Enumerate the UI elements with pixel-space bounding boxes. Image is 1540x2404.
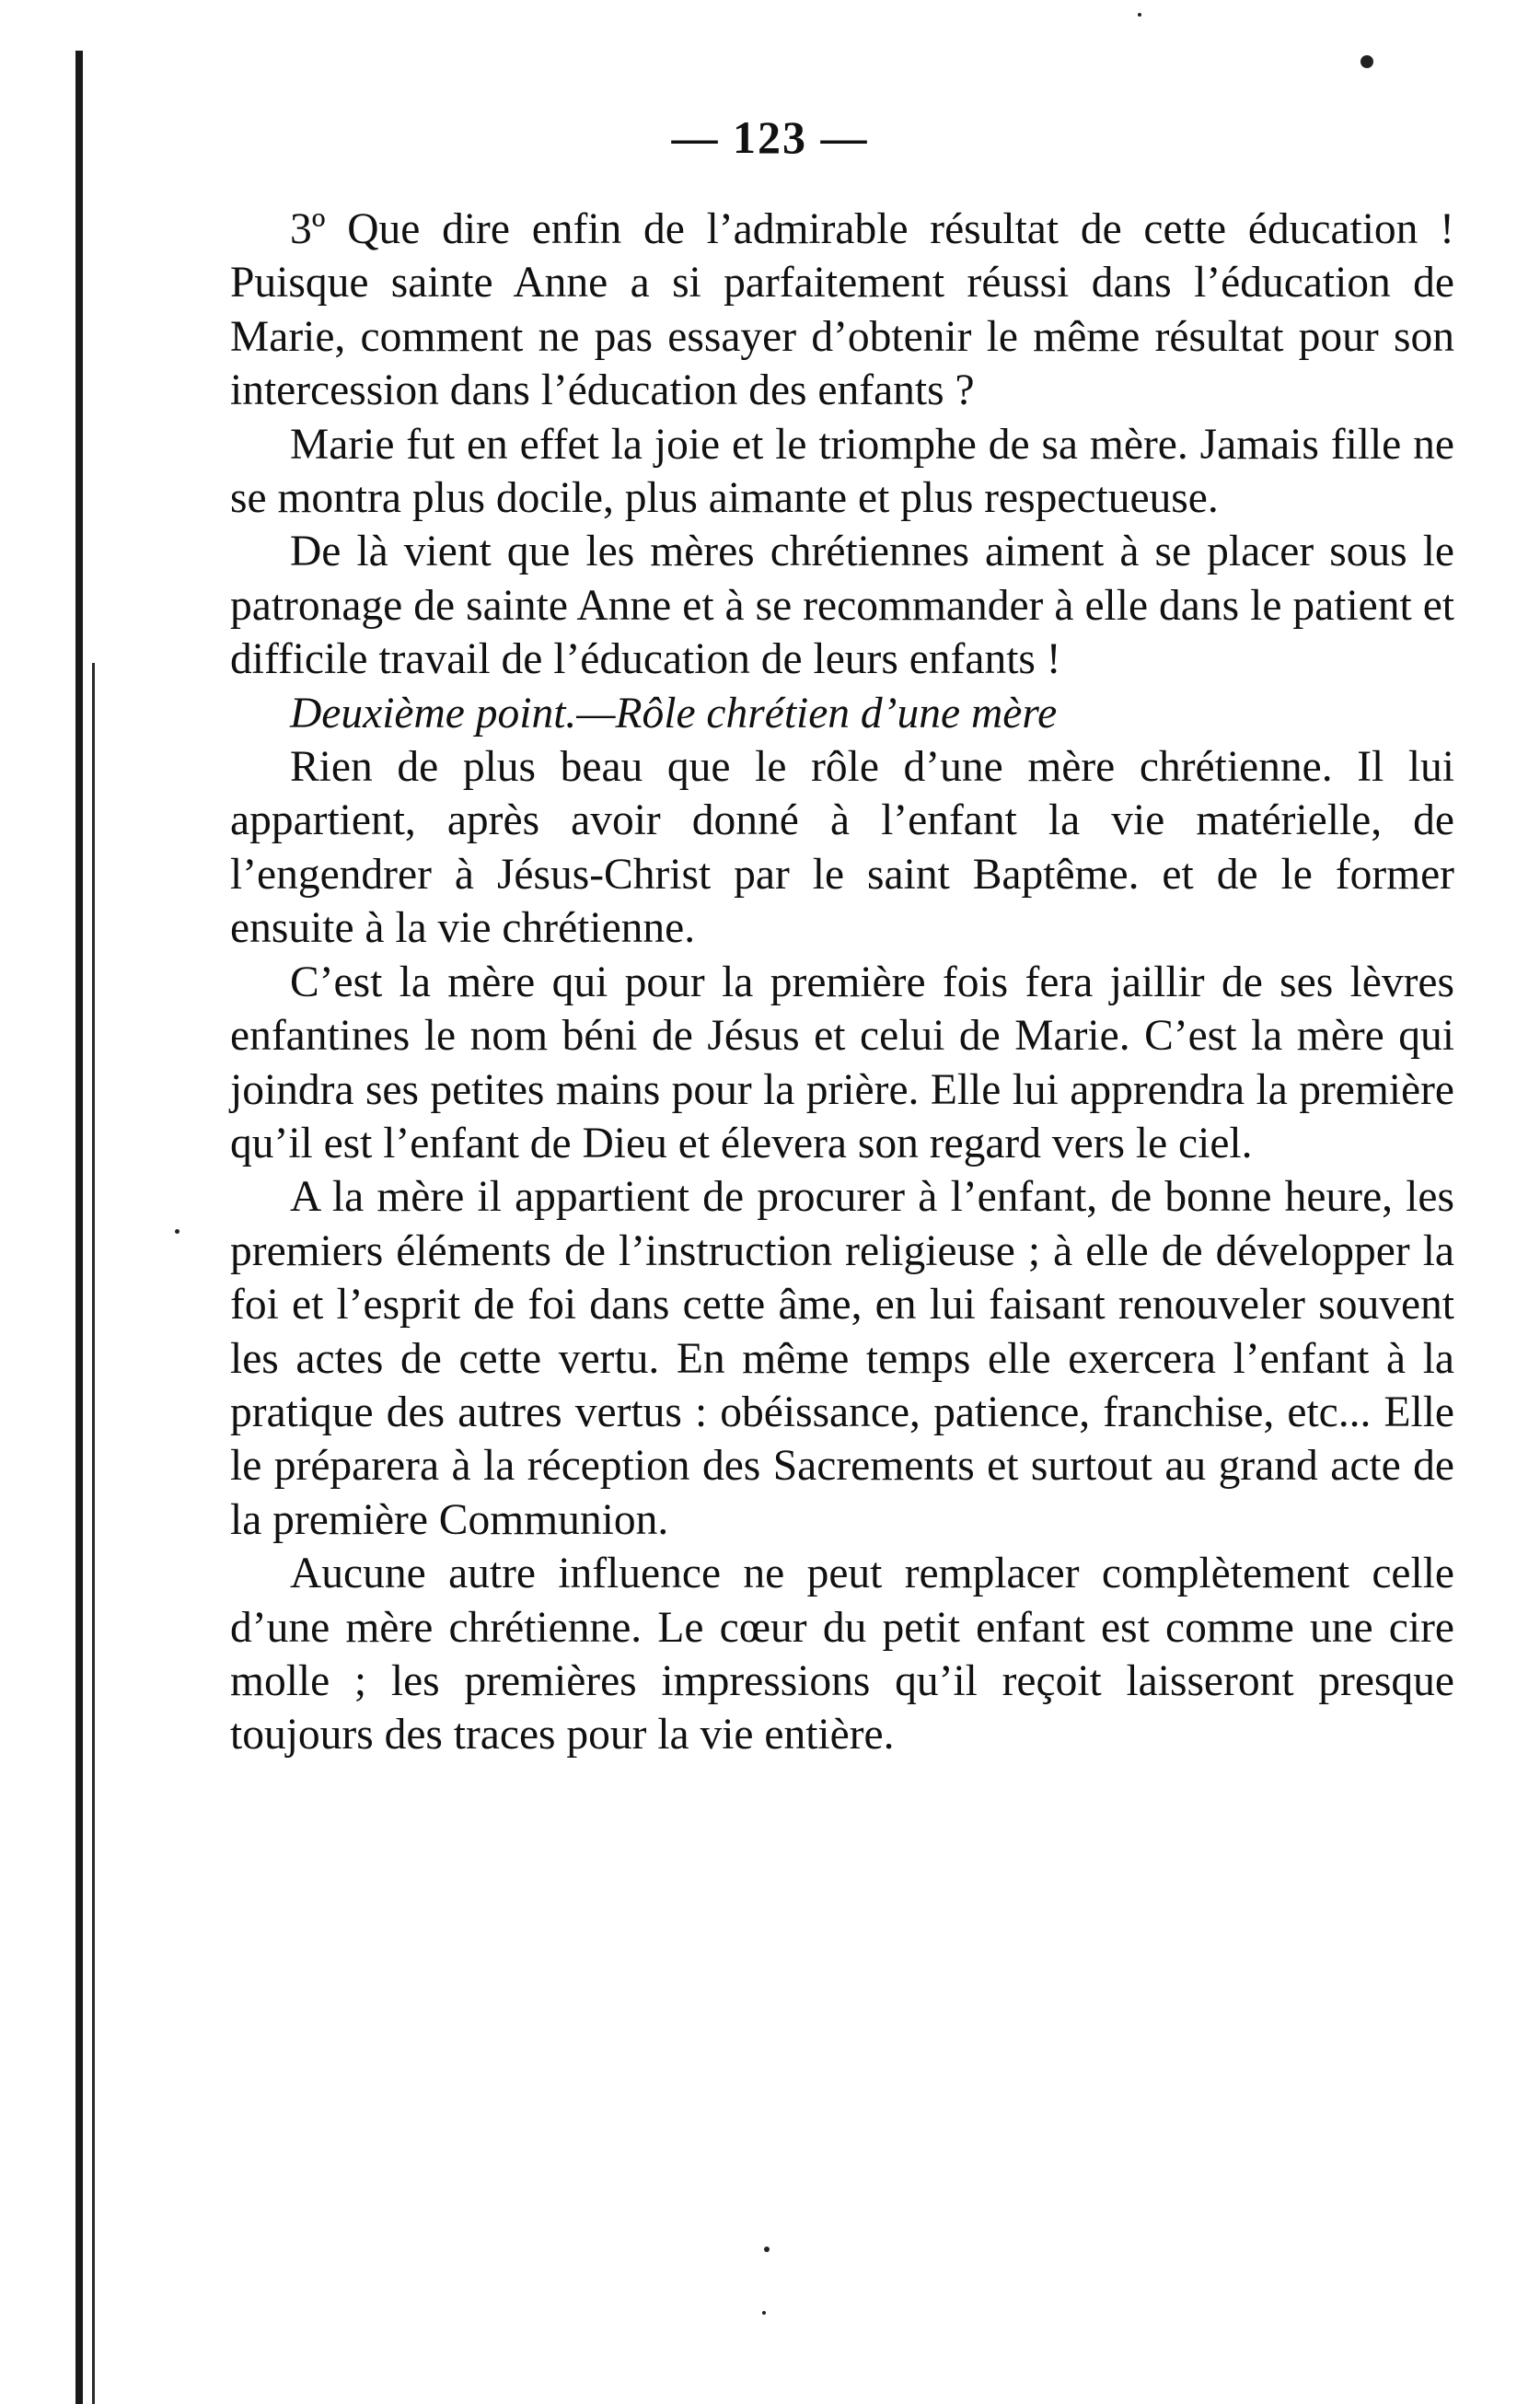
body-paragraph: 3º Que dire enfin de l’admirable résultat de cette éducation ! Puisque sainte Anne a si parfaitement réussi dans l’éducation de Marie, comment ne pas essayer d’obtenir le même résultat pour son intercession dans l’éducation des enfants ? (230, 205, 1454, 415)
body-paragraph: Rien de plus beau que le rôle d’une mère chrétienne. Il lui appartient, après avoir donné à l’enfant la vie matérielle, de l’engendrer à Jésus-Christ par le saint Baptême. et de le former ensuite à la vie chrétienne. (230, 743, 1454, 953)
body-paragraph: A la mère il appartient de procurer à l’enfant, de bonne heure, les premiers éléments de l’instruction religieuse ; à elle de développer la foi et l’esprit de foi dans cette âme, en lui faisant renouveler souvent les actes de cette vertu. En même temps elle exercera l’enfant à la pratique des autres vertus : obéissance, patience, franchise, etc... Elle le préparera à la réception des Sacrements et surtout au grand acte de la première Communion. (230, 1173, 1454, 1544)
print-speck (764, 2247, 770, 2252)
print-speck (762, 2311, 766, 2315)
body-paragraph: Aucune autre influence ne peut remplacer complètement celle d’une mère chrétienne. Le cœur du petit enfant est comme une cire molle ; les premières impressions qu’il reçoit laisseront presque toujours des traces pour la vie entière. (230, 1550, 1454, 1759)
print-speck (1138, 13, 1141, 17)
page-number: — 123 — (671, 111, 869, 163)
body-paragraph: C’est la mère qui pour la première fois fera jaillir de ses lèvres enfantines le nom béni de Jésus et celui de Marie. C’est la mère qui joindra ses petites mains pour la prière. Elle lui apprendra la première qu’il est l’enfant de Dieu et élevera son regard vers le ciel. (230, 958, 1454, 1167)
body-paragraph: Marie fut en effet la joie et le triomphe de sa mère. Jamais fille ne se montra plus docile, plus aimante et plus respectueuse. (230, 420, 1454, 523)
print-speck (175, 1229, 179, 1234)
page-binding-edge-inner (92, 663, 95, 2404)
body-paragraph: De là vient que les mères chrétiennes aiment à se placer sous le patronage de sainte Anne et à se recommander à elle dans le patient et difficile travail de l’éducation de leurs enfants ! (230, 528, 1454, 684)
section-heading: Deuxième point.—Rôle chrétien d’une mère (290, 689, 1058, 737)
page-binding-edge (75, 51, 83, 2404)
print-speck (1361, 55, 1373, 68)
page-body (230, 203, 1454, 1762)
